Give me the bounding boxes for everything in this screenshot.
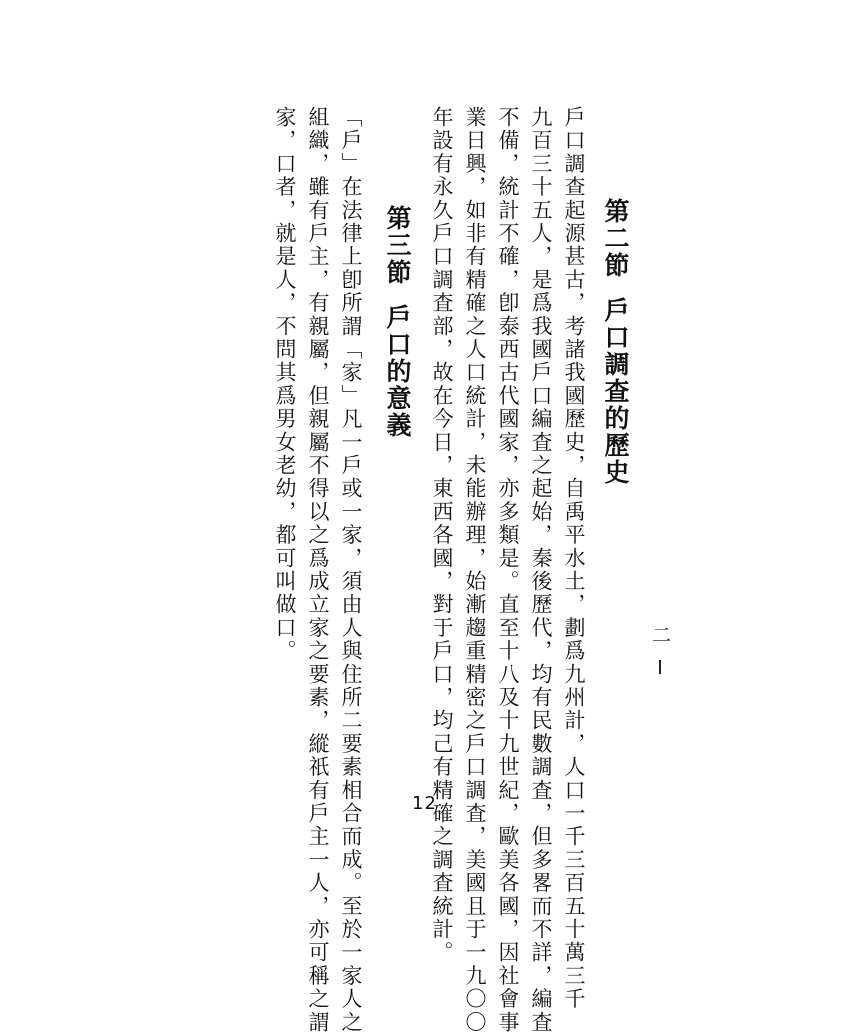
section3-heading-number: 第三節 — [383, 205, 412, 286]
margin-tick — [659, 660, 661, 674]
section3-line-1: 「戶」在法律上卽所謂「家」凡一戶或一家，須由人與住所二要素相合而成。至於一家人之 — [339, 106, 363, 1034]
section2-line-5: 年設有永久戶口調査部，故在今日，東西各國，對于戶口，均己有精確之調査統計。 — [430, 106, 454, 965]
section3-heading-title: 戶口的意義 — [383, 304, 412, 439]
section2-line-4: 業日興，如非有精確之人口統計，未能辦理，始漸趨重精密之戶口調査，美國且于一九〇〇 — [463, 106, 487, 1034]
section2-heading-number: 第二節 — [601, 198, 630, 279]
section2-line-2: 九百三十五人，是爲我國戶口編査之起始，秦後歷代，均有民數調査，但多畧而不詳，編査 — [529, 106, 553, 1034]
section2-line-1: 戶口調查起源甚古，考諸我國歷史，自禹平水土，劃爲九州計，人口一千三百五十萬三千 — [562, 106, 586, 1011]
page-number: 12 — [412, 793, 437, 814]
section2-heading — [603, 198, 628, 486]
margin-mark: 二 — [649, 625, 671, 644]
section3-heading — [385, 205, 410, 439]
section2-heading-title: 戶口調查的歷史 — [601, 297, 630, 486]
section2-line-3: 不備，統計不確，卽泰西古代國家，亦多類是。直至十八及十九世紀，歐美各國，因社會事 — [496, 106, 520, 1034]
section3-line-3: 家，口者，就是人，不問其爲男女老幼，都可叫做口。 — [273, 106, 297, 663]
section3-line-2: 組織，雖有戶主，有親屬，但親屬不得以之爲成立家之要素，縱祇有戶主一人，亦可稱之謂 — [306, 106, 330, 1034]
